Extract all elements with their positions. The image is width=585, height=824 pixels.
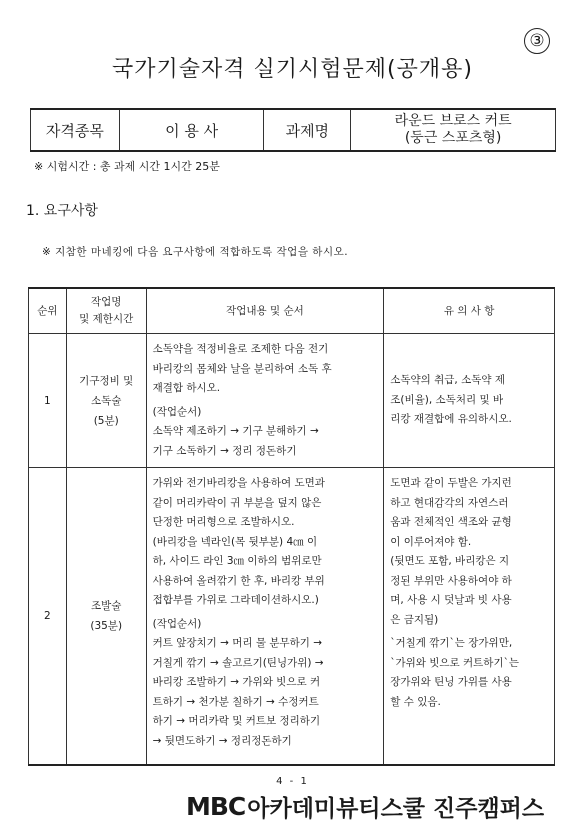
task-value [351,109,556,151]
row-content [146,468,384,765]
content-line: 가위와 전기바리캉을 사용하여 도면과 [152,477,325,489]
content-line: 거칠게 깎기 → 솔고르기(틴닝가위) → [152,656,324,669]
content-line: 단정한 머리형으로 조발하시오. [152,516,295,528]
content-line: 소독약 제조하기 → 기구 분해하기 → [152,425,319,437]
content-line: 트하기 → 천가분 칠하기 → 수정커트 [152,695,319,708]
notes-line: 할 수 있음. [390,695,441,708]
header-task-line1: 작업명 [90,296,122,308]
content-line: 하기 → 머리카락 및 커트보 정리하기 [152,715,321,727]
task-value-line2: (둥근 스포츠형) [404,130,502,146]
notes-line: 리캉 재결합에 유의하시오. [390,413,512,426]
notes-line: (뒷면도 포함, 바리캉은 지 [390,555,510,567]
header-content: 작업내용 및 순서 [146,288,384,334]
mbc-logo-text: MBC [186,792,246,821]
content-line: 사용하여 올려깎기 한 후, 바리캉 부위 [152,574,325,587]
content-line: 커트 앞장치기 → 머리 물 분무하기 → [152,637,323,649]
task-label: 과제명 [264,109,351,151]
row-task-line: (35분) [90,619,123,632]
content-line: (바리캉을 넥라인(목 뒷부분) 4㎝ 이 [152,535,318,548]
instruction: ※ 지참한 마네킹에 다음 요구사항에 적합하도록 작업을 하시오. [42,246,349,258]
notes-line: 이 이루어져야 함. [390,535,472,548]
header-task-line2: 및 제한시간 [79,313,134,325]
notes-line: 장가위와 틴닝 가위를 사용 [390,676,512,688]
notes-line: `가위와 빗으로 커트하기`는 [390,656,519,669]
row-notes [384,468,555,765]
content-line: 접합부를 가위로 그라데이션하시오.) [152,594,319,606]
notes-line: 움과 전체적인 색조와 균형 [390,516,512,528]
content-line: 바리캉 조발하기 → 가위와 빗으로 커 [152,676,321,688]
content-line: 재결합 하시오. [152,382,221,394]
notes-line: 며, 사용 시 덧날과 빗 사용 [390,594,512,606]
notes-line: 소독약의 취급, 소독약 제 [390,374,506,387]
notes-line: 정된 부위만 사용하여야 하 [390,574,512,587]
academy-name: 아카데미뷰티스쿨 진주캠퍼스 [247,796,545,822]
task-value-line1: 라운드 브로스 커트 [394,113,512,129]
header-order: 순위 [29,288,67,334]
header-notes: 유 의 사 항 [384,288,555,334]
content-line: (작업순서) [152,405,202,418]
content-line: 소독약을 적정비율로 조제한 다음 전기 [152,343,329,355]
row-task [66,468,146,765]
section-title: 1. 요구사항 [26,203,98,219]
content-line: 같이 머리카락이 귀 부분을 덮지 않은 [152,496,322,509]
row-content [146,334,384,468]
content-line: 기구 소독하기 → 정리 정돈하기 [152,444,297,457]
row-notes [384,334,555,468]
page-title: 국가기술자격 실기시험문제(공개용) [112,57,473,82]
notes-line: 하고 현대감각의 자연스러 [390,496,509,509]
content-line: 바리캉의 몸체와 날을 분리하여 소독 후 [152,362,332,375]
info-table [30,108,556,152]
row-task [66,334,146,468]
academy-logo [186,790,544,823]
row-order: 1 [29,334,67,468]
content-line: → 뒷면도하기 → 정리정돈하기 [152,734,292,747]
page-number-circle: ③ [524,28,550,54]
footer-page-number: 4 - 1 [276,776,309,787]
row-task-line: 소독술 [90,394,122,407]
row-order: 2 [29,468,67,765]
content-line: (작업순서) [152,617,202,630]
content-line: 하, 사이드 라인 3㎝ 이하의 범위로만 [152,555,322,567]
row-task-line: 조발술 [90,599,122,612]
row-task-line: 기구정비 및 [79,374,134,387]
table-header-row [29,288,555,334]
table-row [29,334,555,468]
table-row [29,468,555,765]
category-value: 이 용 사 [119,109,264,151]
notes-line: 은 금지됨) [390,613,439,626]
requirements-table [28,287,555,766]
notes-line: `거칠게 깎기`는 장가위만, [390,637,513,649]
time-note: ※ 시험시간 : 총 과제 시간 1시간 25분 [34,160,220,173]
row-task-line: (5분) [93,414,119,427]
category-label: 자격종목 [31,109,120,151]
notes-line: 도면과 같이 두발은 가지런 [390,477,512,489]
notes-line: 조(비율), 소독처리 및 바 [390,393,504,406]
header-task [66,288,146,334]
